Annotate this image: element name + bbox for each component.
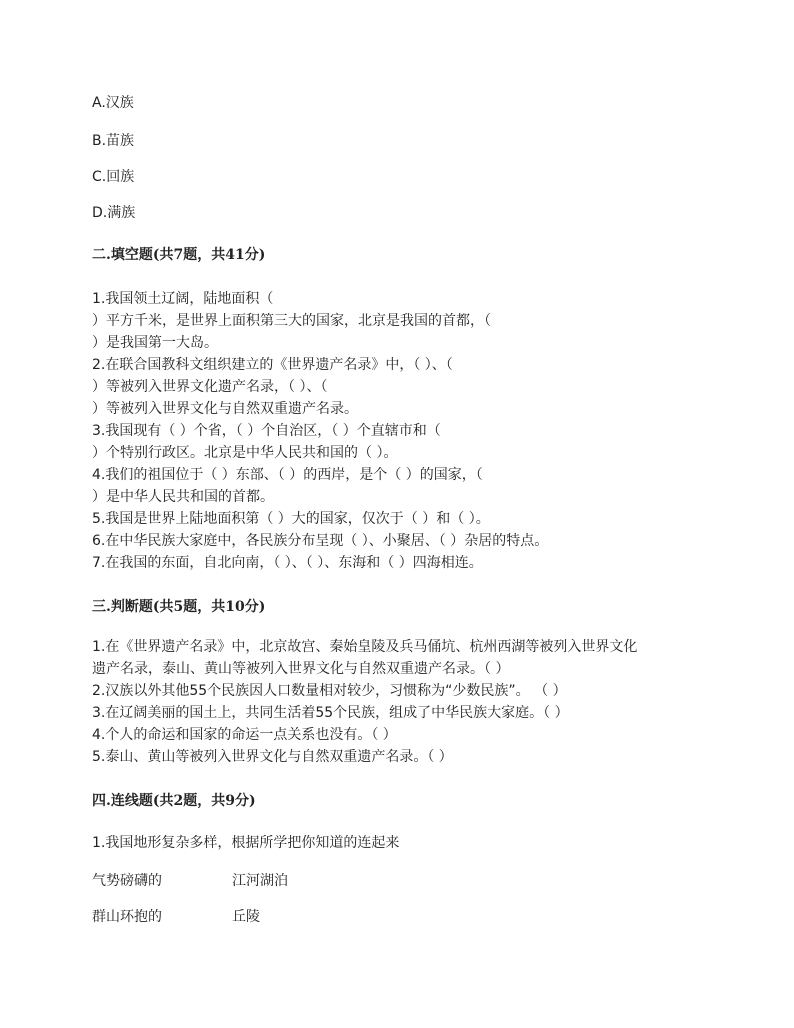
option-d: D.满族 <box>92 205 136 221</box>
match-question: 1.我国地形复杂多样，根据所学把你知道的连起来 <box>92 835 400 851</box>
fill-line: 5.我国是世界上陆地面积第（ ）大的国家，仅次于（ ）和（ ）。 <box>92 511 490 527</box>
fill-line: 3.我国现有（ ）个省，（ ）个自治区，（ ）个直辖市和（ <box>92 423 441 439</box>
section-title-match: 四.连线题(共2题，共9分) <box>92 793 256 809</box>
option-b: B.苗族 <box>92 133 135 149</box>
match-left: 气势磅礴的 <box>92 873 162 889</box>
fill-line: ）个特别行政区。北京是中华人民共和国的（ ）。 <box>92 445 398 461</box>
fill-line: 2.在联合国教科文组织建立的《世界遗产名录》中，（ ）、（ <box>92 357 453 373</box>
fill-line: 4.我们的祖国位于（ ）东部、（ ）的西岸，是个（ ）的国家，（ <box>92 467 483 483</box>
fill-line: 6.在中华民族大家庭中，各民族分布呈现（ ）、小聚居、（ ）杂居的特点。 <box>92 533 549 549</box>
fill-line: ）平方千米，是世界上面积第三大的国家，北京是我国的首都，（ <box>92 313 491 329</box>
judge-line: 遗产名录，泰山、黄山等被列入世界文化与自然双重遗产名录。（ ） <box>92 661 510 677</box>
judge-line: 4.个人的命运和国家的命运一点关系也没有。（ ） <box>92 727 397 743</box>
judge-line: 5.泰山、黄山等被列入世界文化与自然双重遗产名录。（ ） <box>92 749 453 765</box>
fill-line: ）等被列入世界文化遗产名录，（ ）、（ <box>92 379 328 395</box>
fill-line: 7.在我国的东面，自北向南，（ ）、（ ）、东海和（ ）四海相连。 <box>92 555 483 571</box>
judge-line: 1.在《世界遗产名录》中，北京故宫、秦始皇陵及兵马俑坑、杭州西湖等被列入世界文化 <box>92 639 638 655</box>
section-title-judge: 三.判断题(共5题，共10分) <box>92 599 266 615</box>
judge-line: 3.在辽阔美丽的国土上，共同生活着55个民族，组成了中华民族大家庭。（ ） <box>92 705 569 721</box>
fill-line: ）是中华人民共和国的首都。 <box>92 489 274 505</box>
fill-line: ）是我国第一大岛。 <box>92 335 218 351</box>
option-a: A.汉族 <box>92 95 134 111</box>
option-c: C.回族 <box>92 169 135 185</box>
judge-line: 2.汉族以外其他55个民族因人口数量相对较少，习惯称为“少数民族”。 （ ） <box>92 683 567 699</box>
match-row <box>92 872 162 890</box>
match-right: 江河湖泊 <box>232 873 288 889</box>
fill-line: ）等被列入世界文化与自然双重遗产名录。 <box>92 401 358 417</box>
fill-line: 1.我国领土辽阔，陆地面积（ <box>92 291 274 307</box>
section-title-fill: 二.填空题(共7题，共41分) <box>92 247 266 263</box>
match-right: 丘陵 <box>232 909 260 925</box>
match-row <box>92 908 162 926</box>
match-left: 群山环抱的 <box>92 909 162 925</box>
